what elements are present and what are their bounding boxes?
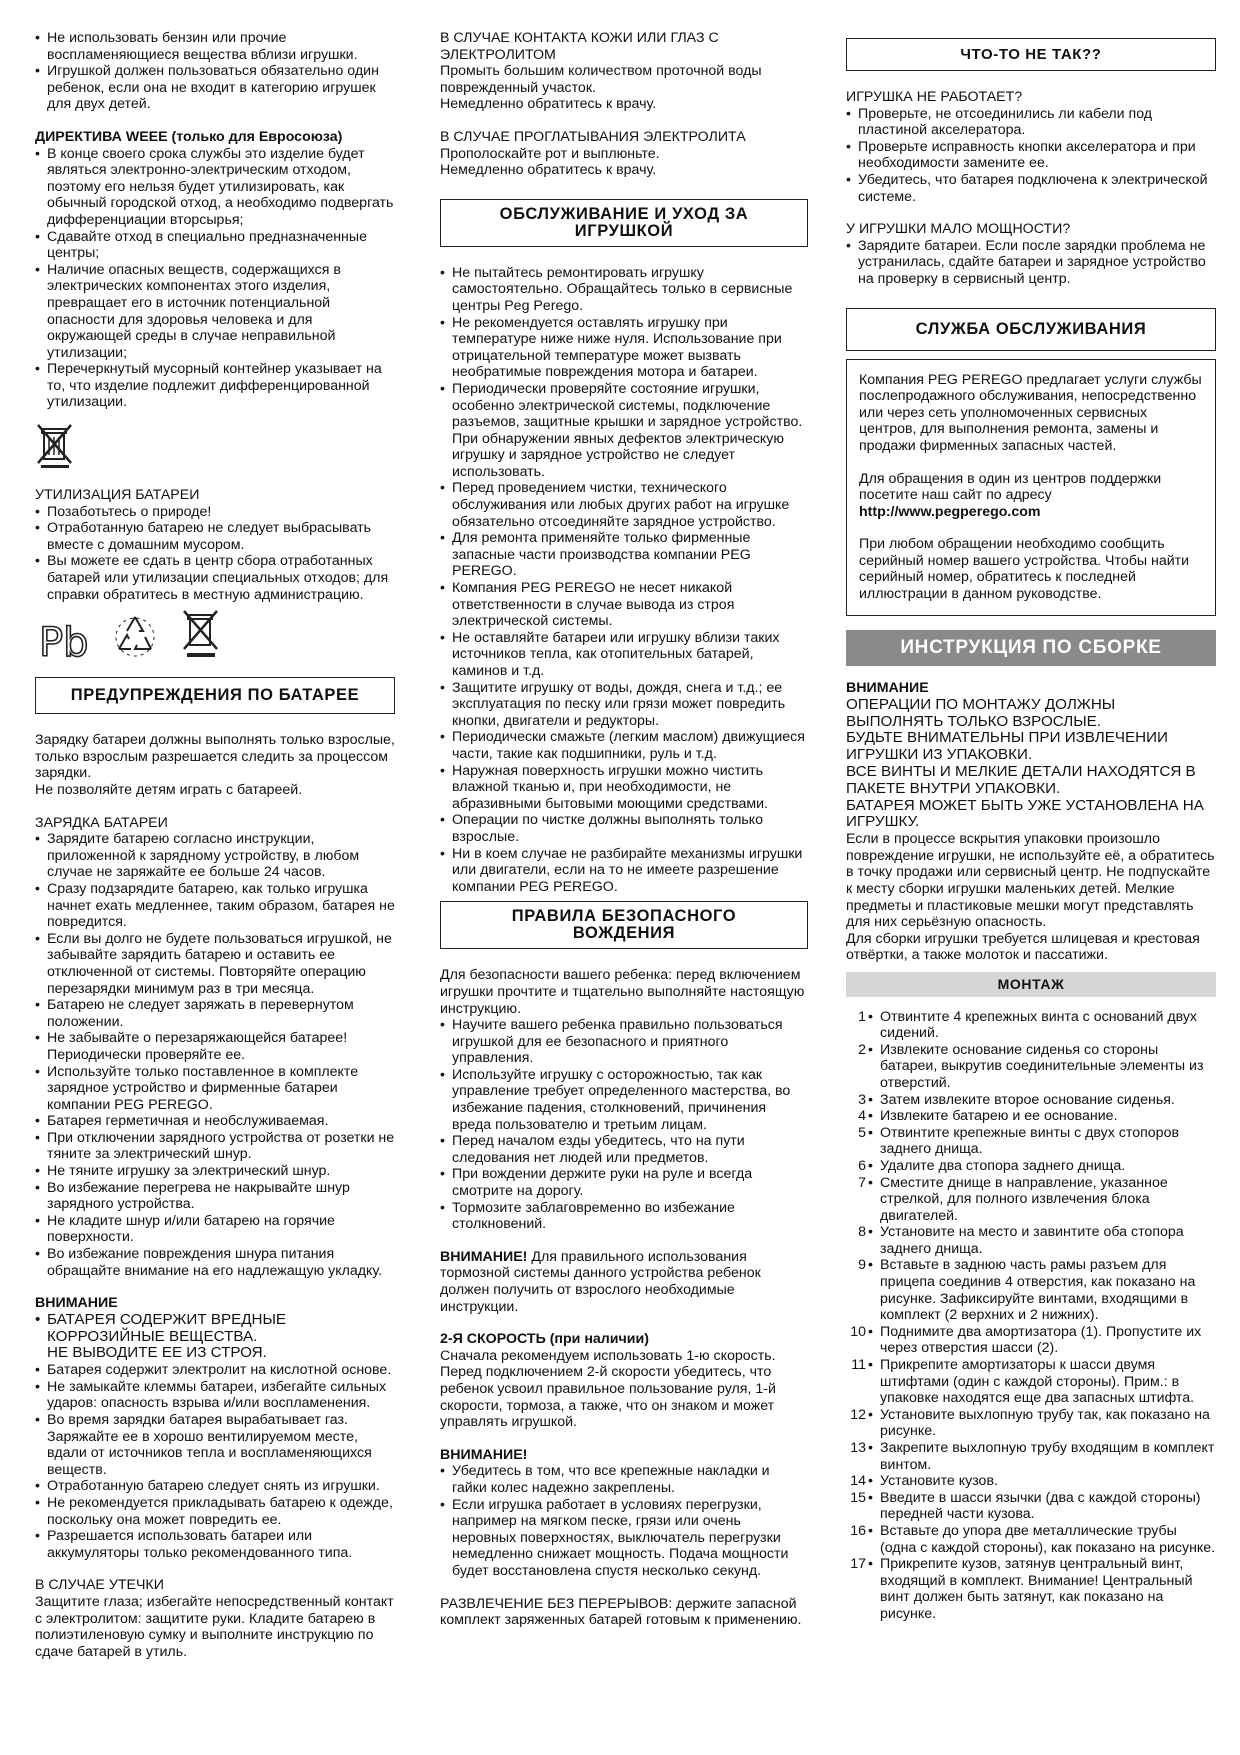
list-item: • БАТАРЕЯ СОДЕРЖИТ ВРЕДНЫЕ КОРРОЗИЙНЫЕ ВЕЩЕСТВА. НЕ ВЫВОДИТЕ ЕЕ ИЗ СТРОЯ.	[35, 1312, 395, 1362]
safety-intro: Для безопасности вашего ребенка: перед включением игрушки прочтите и тщательно выполняйте настоящую инструкцию.	[440, 967, 805, 1017]
assembly-text: Для сборки игрушки требуется шлицевая и крестовая отвёртки, а также молоток и пассатижи.	[846, 930, 1200, 964]
list-item: • Используйте только поставленное в комплекте зарядное устройство и фирменные батареи компании PEG PEREGO.	[35, 1064, 395, 1114]
swallow-text: Немедленно обратитесь к врачу.	[440, 162, 657, 179]
brake-note	[440, 1249, 808, 1315]
assembly-step: 15 • Введите в шасси язычки (два с каждой стороны) передней части кузова.	[846, 1490, 1216, 1523]
swallow-title: В СЛУЧАЕ ПРОГЛАТЫВАНИЯ ЭЛЕКТРОЛИТА	[440, 128, 746, 145]
not-working-list	[846, 106, 1216, 206]
service-url-link[interactable]: http://www.pegperego.com	[859, 503, 1041, 520]
assembly-caps-line: БУДЬТЕ ВНИМАТЕЛЬНЫ ПРИ ИЗВЛЕЧЕНИИ ИГРУШКИ ИЗ УПАКОВКИ.	[846, 729, 1168, 764]
attention-caps-list	[35, 1312, 395, 1362]
assembly-step: 9 • Вставьте в заднюю часть рамы разъем для прицепа соединив 4 отверстия, как показано на рисунке. Зафиксируйте винтами, входящими в комплект (2 верхних и 2 нижних).	[846, 1257, 1216, 1323]
step-text: Отвинтите крепежные винты с двух стопоров заднего днища.	[880, 1124, 1179, 1158]
weee-title: ДИРЕКТИВА WEEE (только для Евросоюза)	[35, 128, 343, 145]
assembly-step: 1 • Отвинтите 4 крепежных винта с оснований двух сидений.	[846, 1009, 1216, 1042]
list-item: • Батарея содержит электролит на кислотной основе.	[35, 1362, 395, 1379]
list-item: • Не рекомендуется прикладывать батарею к одежде, поскольку она может повредить ее.	[35, 1495, 395, 1528]
list-item: • Наличие опасных веществ, содержащихся в электрических компонентах этого изделия, превращает его в источник потенциальной опасности для здоровья человека и для окружающей среды в случае неправильной утилизации;	[35, 262, 395, 362]
step-number: 9	[858, 1257, 866, 1274]
list-item: • Зарядите батареи. Если после зарядки проблема не устранилась, сдайте батареи и зарядное устройство на проверку в сервисный центр.	[846, 238, 1216, 288]
step-text: Поднимите два амортизатора (1). Пропустите их через отверстия шасси (2).	[880, 1323, 1202, 1357]
assembly-step: 14 • Установите кузов.	[846, 1473, 1216, 1490]
list-item: • Ни в коем случае не разбирайте механизмы игрушки или двигатели, если на то не имеете разрешение компании PEG PEREGO.	[440, 846, 808, 896]
list-item: • Убедитесь в том, что все крепежные накладки и гайки колес надежно закреплены.	[440, 1463, 808, 1496]
list-item: • Не кладите шнур и/или батарею на горячие поверхности.	[35, 1213, 395, 1246]
assembly-caps-line: БАТАРЕЯ МОЖЕТ БЫТЬ УЖЕ УСТАНОВЛЕНА НА ИГРУШКУ.	[846, 796, 1204, 831]
low-power-list	[846, 238, 1216, 288]
crossed-bin-icon	[181, 609, 221, 664]
list-item: • Позаботьтесь о природе!	[35, 504, 395, 521]
list-item: • В конце своего срока службы это изделие будет являться электронно-электрическим отходом, поэтому его нельзя будет утилизировать, как обычный городской отход, а необходимо подвергать дифференциации вторсырья;	[35, 146, 395, 229]
swallow-text: Прополоскайте рот и выплюньте.	[440, 145, 660, 162]
list-item: • Сдавайте отход в специально предназначенные центры;	[35, 229, 395, 262]
fun-note: РАЗВЛЕЧЕНИЕ БЕЗ ПЕРЕРЫВОВ: держите запасной комплект заряженных батарей готовым к применению.	[440, 1595, 802, 1629]
not-working-title: ИГРУШКА НЕ РАБОТАЕТ?	[846, 89, 1023, 105]
step-number: 11	[851, 1357, 866, 1374]
step-text: Отвинтите 4 крепежных винта с оснований двух сидений.	[880, 1008, 1198, 1042]
leak-text: Защитите глаза; избегайте непосредственный контакт с электролитом: защитите руки. Кладите батарею в полиэтиленовую сумку и выполните инструкцию по сдаче батарей в утиль.	[35, 1593, 394, 1660]
list-item: • Игрушкой должен пользоваться обязательно один ребенок, если она не входит в категорию игрушек для двух детей.	[35, 63, 395, 113]
list-item: • Не рекомендуется оставлять игрушку при температуре ниже нижe нуля. Использование при отрицательной температуре может вызвать необратимые повреждения мотора и батареи.	[440, 315, 808, 381]
care-heading: ОБСЛУЖИВАНИЕ И УХОД ЗА ИГРУШКОЙ	[440, 199, 808, 247]
service-box	[846, 359, 1216, 616]
list-item: • Не оставляйте батареи или игрушку вблизи таких источников тепла, как отопительных батарей, каминов и т.д.	[440, 630, 808, 680]
list-item: • Используйте игрушку с осторожностью, так как управление требует определенного мастерства, во избежание падения, столкновений, причинения вреда пользователю и третьим лицам.	[440, 1067, 808, 1133]
attention-list	[35, 1362, 395, 1561]
assembly-step: 11 • Прикрепите амортизаторы к шасси двумя штифтами (один с каждой стороны). Прим.: в упаковке находятся еще два запасных штифта.	[846, 1357, 1216, 1407]
list-item: • Не использовать бензин или прочие воспламеняющиеся вещества вблизи игрушки.	[35, 30, 395, 63]
battery-intro-text: Не позволяйте детям играть с батареей.	[35, 782, 303, 798]
assembly-steps	[846, 1009, 1216, 1623]
skin-contact-title: В СЛУЧАЕ КОНТАКТА КОЖИ ИЛИ ГЛАЗ С ЭЛЕКТРОЛИТОМ	[440, 30, 719, 63]
list-item: • Не пытайтесь ремонтировать игрушку самостоятельно. Обращайтесь только в сервисные центры Peg Perego.	[440, 265, 808, 315]
step-number: 4	[858, 1108, 866, 1125]
assembly-step: 12 • Установите выхлопную трубу так, как показано на рисунке.	[846, 1407, 1216, 1440]
assembly-attention-title: ВНИМАНИЕ	[846, 680, 929, 697]
list-item: • Проверьте, не отсоединились ли кабели под пластиной акселератора.	[846, 106, 1216, 139]
step-text: Вставьте до упора две металлические трубы (одна с каждой стороны), как показано на рисунке.	[880, 1522, 1216, 1556]
step-number: 15	[850, 1489, 866, 1506]
service-text: Компания PEG PEREGO предлагает услуги службы послепродажного обслуживания, непосредственно или через сеть уполномоченных сервисных центров, для выполнения ремонта, замены и продажи фирменных запасных частей.	[859, 371, 1202, 454]
step-text: Прикрепите кузов, затянув центральный винт, входящий в комплект. Внимание! Центральный винт должен быть затянут, как показано на рисунке.	[880, 1556, 1193, 1622]
list-item: • Для ремонта применяйте только фирменные запасные части производства компании PEG PEREGO.	[440, 530, 808, 580]
list-item: • Разрешается использовать батареи или аккумуляторы только рекомендованного типа.	[35, 1528, 395, 1561]
safety-heading: ПРАВИЛА БЕЗОПАСНОГО ВОЖДЕНИЯ	[440, 901, 808, 949]
assembly-step: 4 • Извлеките батарею и ее основание.	[846, 1108, 1216, 1125]
step-text: Введите в шасси язычки (два с каждой стороны) передней части кузова.	[880, 1489, 1201, 1523]
list-item: • Перечеркнутый мусорный контейнер указывает на то, что изделие подлежит дифференцированной утилизации.	[35, 361, 395, 411]
step-number: 10	[850, 1323, 866, 1340]
weee-list	[35, 146, 395, 412]
step-text: Сместите днище в направление, указанное стрелкой, для полного извлечения блока двигателей.	[880, 1174, 1168, 1224]
step-text: Установите кузов.	[880, 1473, 998, 1490]
list-item: • Убедитесь, что батарея подключена к электрической системе.	[846, 172, 1216, 205]
list-item: • Батарею не следует заряжать в перевернутом положении.	[35, 997, 395, 1030]
list-item: • Периодически проверяйте состояние игрушки, особенно электрической системы, подключение разъемов, защитные крышки и зарядное устройство. При обнаружении явных дефектов электрическую игрушку и зарядное устройство не следует использовать.	[440, 381, 808, 481]
step-text: Прикрепите амортизаторы к шасси двумя штифтами (один с каждой стороны). Прим.: в упаковке находятся еще два запасных штифта.	[880, 1357, 1195, 1407]
step-text: Затем извлеките второе основание сиденья.	[880, 1091, 1175, 1108]
list-item: • Защитите игрушку от воды, дождя, снега и т.д.; ее эксплуатация по песку или грязи может повредить кнопки, двигатели и редукторы.	[440, 680, 808, 730]
leak-title: В СЛУЧАЕ УТЕЧКИ	[35, 1577, 164, 1594]
assembly-caps-line: ВСЕ ВИНТЫ И МЕЛКИЕ ДЕТАЛИ НАХОДЯТСЯ В ПАКЕТЕ ВНУТРИ УПАКОВКИ.	[846, 763, 1196, 797]
list-item: • Вы можете ее сдать в центр сбора отработанных батарей или утилизации специальных отходов; для справки обратитесь в местную администрацию.	[35, 553, 395, 603]
attention-title: ВНИМАНИЕ	[35, 1295, 118, 1312]
step-number: 13	[850, 1440, 866, 1456]
step-number: 12	[850, 1406, 866, 1423]
brake-note-label: ВНИМАНИЕ!	[440, 1248, 528, 1265]
assembly-step: 7 • Сместите днище в направление, указанное стрелкой, для полного извлечения блока двигателей.	[846, 1175, 1216, 1225]
assembly-step: 17 • Прикрепите кузов, затянув центральный винт, входящий в комплект. Внимание! Центральный винт должен быть затянут, как показано на рисунке.	[846, 1556, 1216, 1622]
list-item: • Отработанную батарею следует снять из игрушки.	[35, 1478, 395, 1495]
list-item: • Проверьте исправность кнопки акселератора и при необходимости замените ее.	[846, 139, 1216, 172]
list-item: • Сразу подзарядите батарею, как только игрушка начнет ехать медленнее, таким образом, батарея не повредится.	[35, 881, 395, 931]
assembly-step: 10 • Поднимите два амортизатора (1). Пропустите их через отверстия шасси (2).	[846, 1324, 1216, 1357]
assembly-step: 8 • Установите на место и завинтите оба стопора заднего днища.	[846, 1224, 1216, 1257]
column-1	[35, 30, 395, 1660]
step-text: Извлеките батарею и ее основание.	[880, 1108, 1118, 1125]
safety-list	[440, 1017, 808, 1233]
list-item: • Не замыкайте клеммы батареи, избегайте сильных ударов: опасность взрыва и/или воспламенения.	[35, 1379, 395, 1412]
list-item: • Во избежание перегрева не накрывайте шнур зарядного устройства.	[35, 1180, 395, 1213]
list-item: • Батарея герметичная и необслуживаемая.	[35, 1113, 395, 1130]
assembly-banner: ИНСТРУКЦИЯ ПО СБОРКЕ	[846, 630, 1216, 667]
battery-disposal-list	[35, 504, 395, 604]
assembly-step: 6 • Удалите два стопора заднего днища.	[846, 1158, 1216, 1175]
step-text: Извлеките основание сиденья со стороны батареи, выкрутив соединительные элементы из отверстий.	[880, 1041, 1204, 1091]
service-text: При любом обращении необходимо сообщить серийный номер вашего устройства. Чтобы найти серийный номер, обратитесь к последней иллюстрации в данном руководстве.	[859, 536, 1190, 603]
battery-disposal-title: УТИЛИЗАЦИЯ БАТАРЕИ	[35, 487, 200, 504]
list-item: • При отключении зарядного устройства от розетки не тяните за электрический шнур.	[35, 1130, 395, 1163]
charging-list	[35, 831, 395, 1279]
list-item: • Если вы долго не будете пользоваться игрушкой, не забывайте зарядить батарею и оставить ее отключенной от системы. Повторяйте операцию перезарядки минимум раз в три месяца.	[35, 931, 395, 997]
skin-contact-text: Немедленно обратитесь к врачу.	[440, 96, 657, 113]
list-item: • Перед проведением чистки, технического обслуживания или любых других работ на игрушке обязательно отсоединяйте зарядное устройство.	[440, 480, 808, 530]
step-number: 17	[850, 1556, 866, 1573]
troubleshooting-heading: ЧТО-ТО НЕ ТАК??	[846, 38, 1216, 71]
list-item: • Периодически смажьте (легким маслом) движущиеся части, такие как подшипники, руль и т.д.	[440, 729, 808, 762]
list-item: • Не забывайте о перезаряжающейся батарее! Периодически проверяйте ее.	[35, 1030, 395, 1063]
disposal-icons	[35, 603, 395, 667]
second-speed-title: 2-Я СКОРОСТЬ (при наличии)	[440, 1331, 649, 1348]
step-number: 8	[858, 1224, 866, 1241]
service-heading: СЛУЖБА ОБСЛУЖИВАНИЯ	[846, 308, 1216, 351]
step-number: 16	[850, 1522, 866, 1539]
assembly-text: Если в процессе вскрытия упаковки произошло повреждение игрушки, не используйте её, а обратитесь в точку продажи или сервисный центр. Не подпускайте к месту сборки игрушки маленьких детей. Мелкие предметы и пластиковые мешки могут представлять для них серьёзную опасность.	[846, 831, 1215, 931]
list-item: • Наружная поверхность игрушки можно чистить влажной тканью и, при необходимости, не абразивными бытовыми моющими средствами.	[440, 763, 808, 813]
charging-title: ЗАРЯДКА БАТАРЕИ	[35, 814, 168, 831]
service-text: Для обращения в один из центров поддержки посетите наш сайт по адресу	[859, 470, 1162, 504]
list-item: • Тормозите заблаговременно во избежание столкновений.	[440, 1200, 808, 1233]
step-text: Закрепите выхлопную трубу входящим в комплект винтом.	[880, 1440, 1215, 1473]
step-number: 1	[858, 1008, 866, 1025]
step-number: 7	[858, 1174, 866, 1191]
mounting-heading: МОНТАЖ	[846, 972, 1216, 997]
step-number: 6	[858, 1157, 866, 1174]
list-item: • Не тяните игрушку за электрический шнур.	[35, 1163, 395, 1180]
care-list	[440, 265, 808, 896]
column-3	[846, 38, 1216, 1623]
step-number: 5	[858, 1124, 866, 1141]
assembly-caps-line: ОПЕРАЦИИ ПО МОНТАЖУ ДОЛЖНЫ ВЫПОЛНЯТЬ ТОЛЬКО ВЗРОСЛЫЕ.	[846, 695, 1116, 730]
step-number: 14	[850, 1473, 866, 1490]
top-warnings-list	[35, 30, 395, 113]
list-item: • Зарядите батарею согласно инструкции, приложенной к зарядному устройству, в любом случае не заряжайте ее больше 24 часов.	[35, 831, 395, 881]
low-power-title: У ИГРУШКИ МАЛО МОЩНОСТИ?	[846, 221, 1071, 238]
step-text: Удалите два стопора заднего днища.	[880, 1157, 1126, 1174]
step-number: 3	[858, 1091, 866, 1108]
assembly-step: 5 • Отвинтите крепежные винты с двух стопоров заднего днища.	[846, 1125, 1216, 1158]
list-item: • Если игрушка работает в условиях перегрузки, например на мягком песке, грязи или очень неровных поверхностях, выключатель перегрузки немедленно снижает мощность. Подача мощности будет восстановлена спустя несколько секунд.	[440, 1497, 808, 1580]
list-item: • Перед началом езды убедитесь, что на пути следования нет людей или предметов.	[440, 1133, 808, 1166]
step-text: Установите на место и завинтите оба стопора заднего днища.	[880, 1224, 1184, 1257]
list-item: • Во избежание повреждения шнура питания обращайте внимание на его надлежащую укладку.	[35, 1246, 395, 1279]
step-text: Установите выхлопную трубу так, как показано на рисунке.	[880, 1406, 1210, 1440]
assembly-caps	[846, 697, 1216, 831]
assembly-step: 3 • Затем извлеките второе основание сиденья.	[846, 1092, 1216, 1109]
skin-contact-text: Промыть большим количеством проточной воды поврежденный участок.	[440, 63, 762, 96]
battery-warnings-heading: ПРЕДУПРЕЖДЕНИЯ ПО БАТАРЕЕ	[35, 677, 395, 714]
battery-intro-text: Зарядку батареи должны выполнять только взрослые, только взрослым разрешается следить за процессом зарядки.	[35, 732, 395, 782]
second-speed-text: Сначала рекомендуем использовать 1-ю скорость. Перед подключением 2-й скорости убедитесь, что ребенок усвоил правильное пользование руля, 1-й скорости, тормоза, а также, что он знаком и может управлять игрушкой.	[440, 1347, 776, 1431]
attention-2-title: ВНИМАНИЕ!	[440, 1446, 528, 1463]
list-item: • Операции по чистке должны выполнять только взрослые.	[440, 812, 808, 845]
list-item: • Отработанную батарею не следует выбрасывать вместе с домашним мусором.	[35, 520, 395, 553]
column-2	[440, 30, 808, 1629]
list-item: • При вождении держите руки на руле и всегда смотрите на дорогу.	[440, 1166, 808, 1199]
list-item: • Во время зарядки батарея вырабатывает газ. Заряжайте ее в хорошо вентилируемом месте, вдали от источников тепла и воспламеняющихся веществ.	[35, 1412, 395, 1478]
assembly-step: 2 • Извлеките основание сиденья со стороны батареи, выкрутив соединительные элементы из отверстий.	[846, 1042, 1216, 1092]
recycle-icon	[111, 613, 159, 664]
list-item: • Научите вашего ребенка правильно пользоваться игрушкой для ее безопасного и приятного управления.	[440, 1017, 808, 1067]
brake-note-text: Для правильного использования тормозной системы данного устройства ребенок должен получить от взрослого необходимые инструкции.	[440, 1248, 761, 1315]
assembly-step: 13 • Закрепите выхлопную трубу входящим в комплект винтом.	[846, 1440, 1216, 1473]
list-item: • Компания PEG PEREGO не несет никакой ответственности в случае вывода из строя электрической системы.	[440, 580, 808, 630]
crossed-bin-icon	[35, 423, 395, 471]
lead-pb-icon: Pb	[39, 620, 89, 667]
attention-2-list	[440, 1463, 808, 1579]
step-text: Вставьте в заднюю часть рамы разъем для прицепа соединив 4 отверстия, как показано на рисунке. Зафиксируйте винтами, входящими в комплект (2 верхних и 2 нижних).	[880, 1257, 1196, 1324]
assembly-step: 16 • Вставьте до упора две металлические трубы (одна с каждой стороны), как показано на рисунке.	[846, 1523, 1216, 1556]
step-number: 2	[858, 1041, 866, 1058]
